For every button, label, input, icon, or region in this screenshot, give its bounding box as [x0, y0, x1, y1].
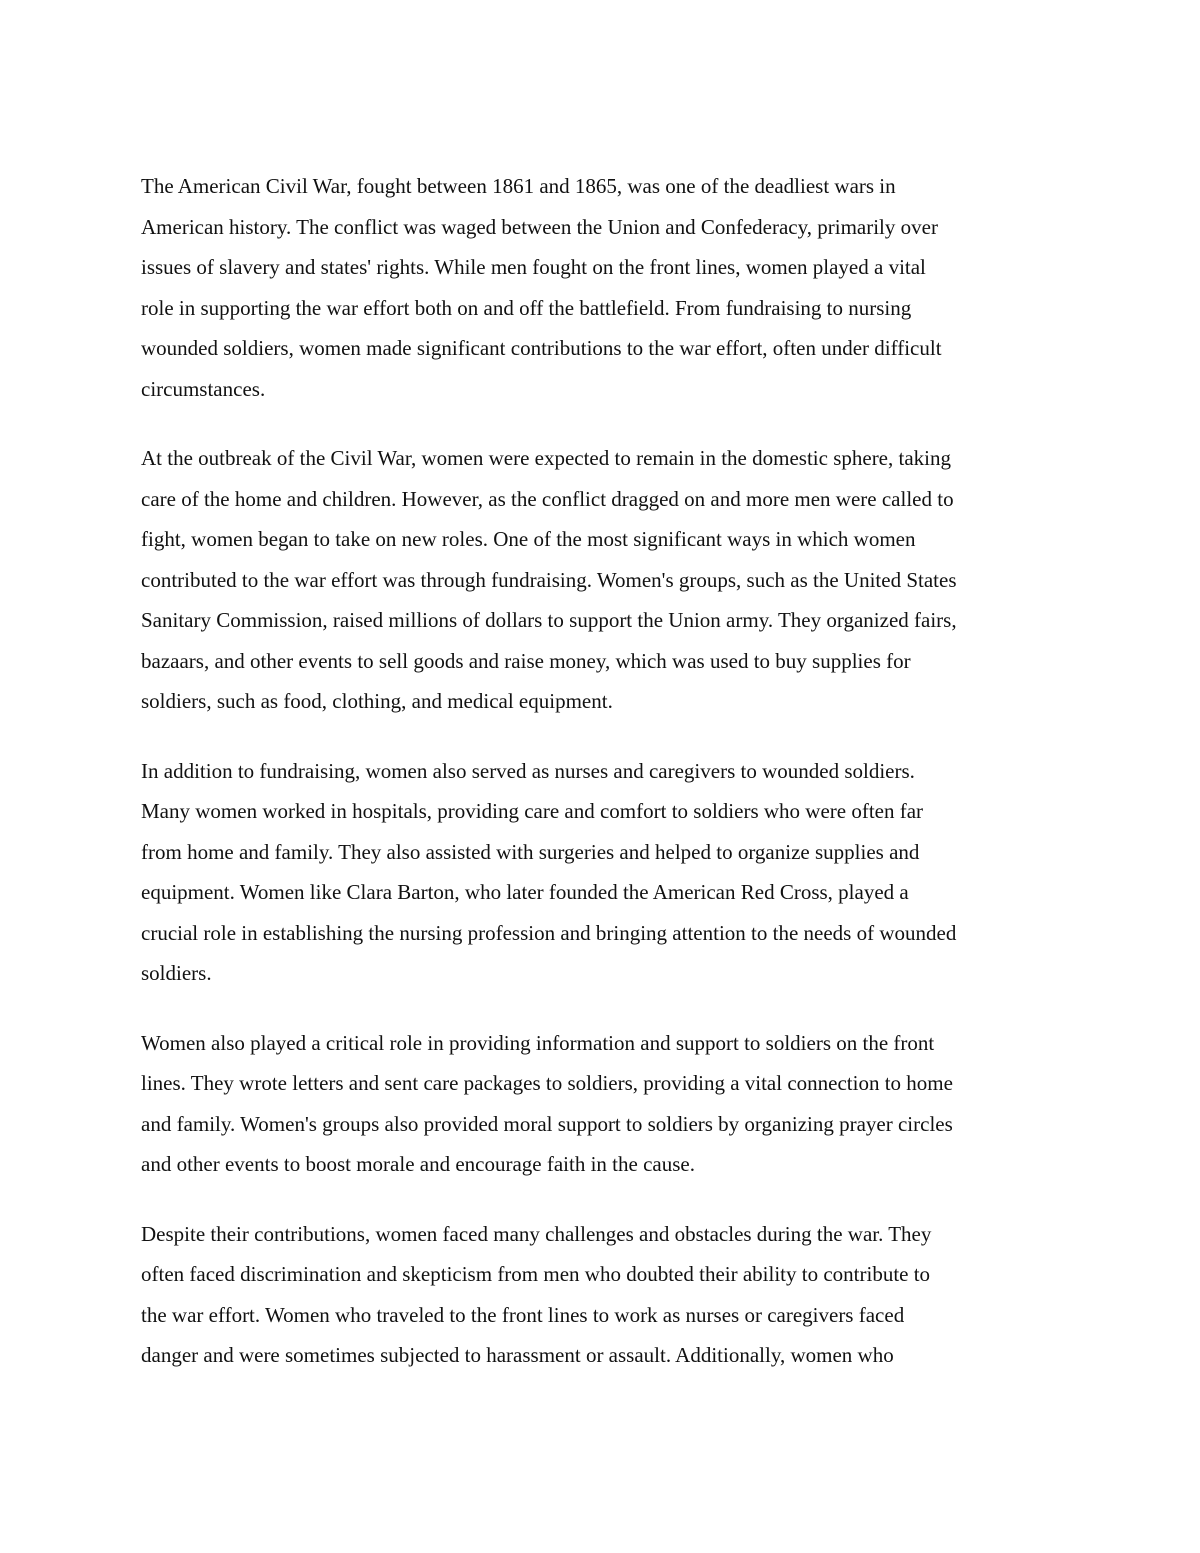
text-line: lines. They wrote letters and sent care packages to soldiers, providing a vital connection to home — [141, 1071, 953, 1095]
text-line: American history. The conflict was waged between the Union and Confederacy, primarily over — [141, 214, 938, 239]
text-line: Women also played a critical role in providing information and support to soldiers on the front — [141, 1030, 935, 1055]
text-line: wounded soldiers, women made significant contributions to the war effort, often under difficult — [141, 336, 942, 360]
text-line: care of the home and children. However, as the conflict dragged on and more men were called to — [141, 486, 954, 511]
paragraph-4 — [141, 1023, 1061, 1185]
text-line: from home and family. They also assisted with surgeries and helped to organize supplies and — [141, 839, 920, 864]
text-line: crucial role in establishing the nursing profession and bringing attention to the needs of wounded — [141, 920, 957, 945]
text-line: often faced discrimination and skepticism from men who doubted their ability to contribute to — [141, 1262, 931, 1286]
paragraph-5 — [141, 1214, 1061, 1376]
text-line: equipment. Women like Clara Barton, who later founded the American Red Cross, played a — [141, 880, 909, 904]
text-line: Despite their contributions, women faced many challenges and obstacles during the war. They — [141, 1221, 932, 1246]
text-line: soldiers. — [141, 961, 212, 985]
text-line: soldiers, such as food, clothing, and medical equipment. — [141, 689, 613, 713]
text-line: In addition to fundraising, women also served as nurses and caregivers to wounded soldiers. — [141, 758, 915, 783]
text-line: and family. Women's groups also provided moral support to soldiers by organizing prayer circles — [141, 1111, 953, 1136]
text-line: Sanitary Commission, raised millions of dollars to support the Union army. They organized fairs, — [141, 608, 957, 632]
paragraph-3 — [141, 751, 1061, 994]
text-line: At the outbreak of the Civil War, women were expected to remain in the domestic sphere, taking — [141, 446, 951, 470]
text-line: danger and were sometimes subjected to harassment or assault. Additionally, women who — [141, 1343, 894, 1367]
paragraph-2 — [141, 438, 1061, 722]
text-line: circumstances. — [141, 376, 266, 401]
text-line: fight, women began to take on new roles. One of the most significant ways in which women — [141, 527, 916, 551]
text-line: bazaars, and other events to sell goods and raise money, which was used to buy supplies for — [141, 648, 911, 673]
text-line: The American Civil War, fought between 1861 and 1865, was one of the deadliest wars in — [141, 174, 896, 198]
text-line: contributed to the war effort was through fundraising. Women's groups, such as the United States — [141, 567, 957, 592]
text-line: the war effort. Women who traveled to the front lines to work as nurses or caregivers faced — [141, 1302, 905, 1327]
text-line: role in supporting the war effort both on and off the battlefield. From fundraising to nursing — [141, 295, 912, 320]
text-line: Many women worked in hospitals, providing care and comfort to soldiers who were often far — [141, 799, 924, 823]
paragraph-1 — [141, 166, 1061, 409]
text-line: issues of slavery and states' rights. While men fought on the front lines, women played a vital — [141, 255, 926, 279]
text-line: and other events to boost morale and encourage faith in the cause. — [141, 1152, 695, 1176]
document-body — [141, 166, 1061, 1405]
